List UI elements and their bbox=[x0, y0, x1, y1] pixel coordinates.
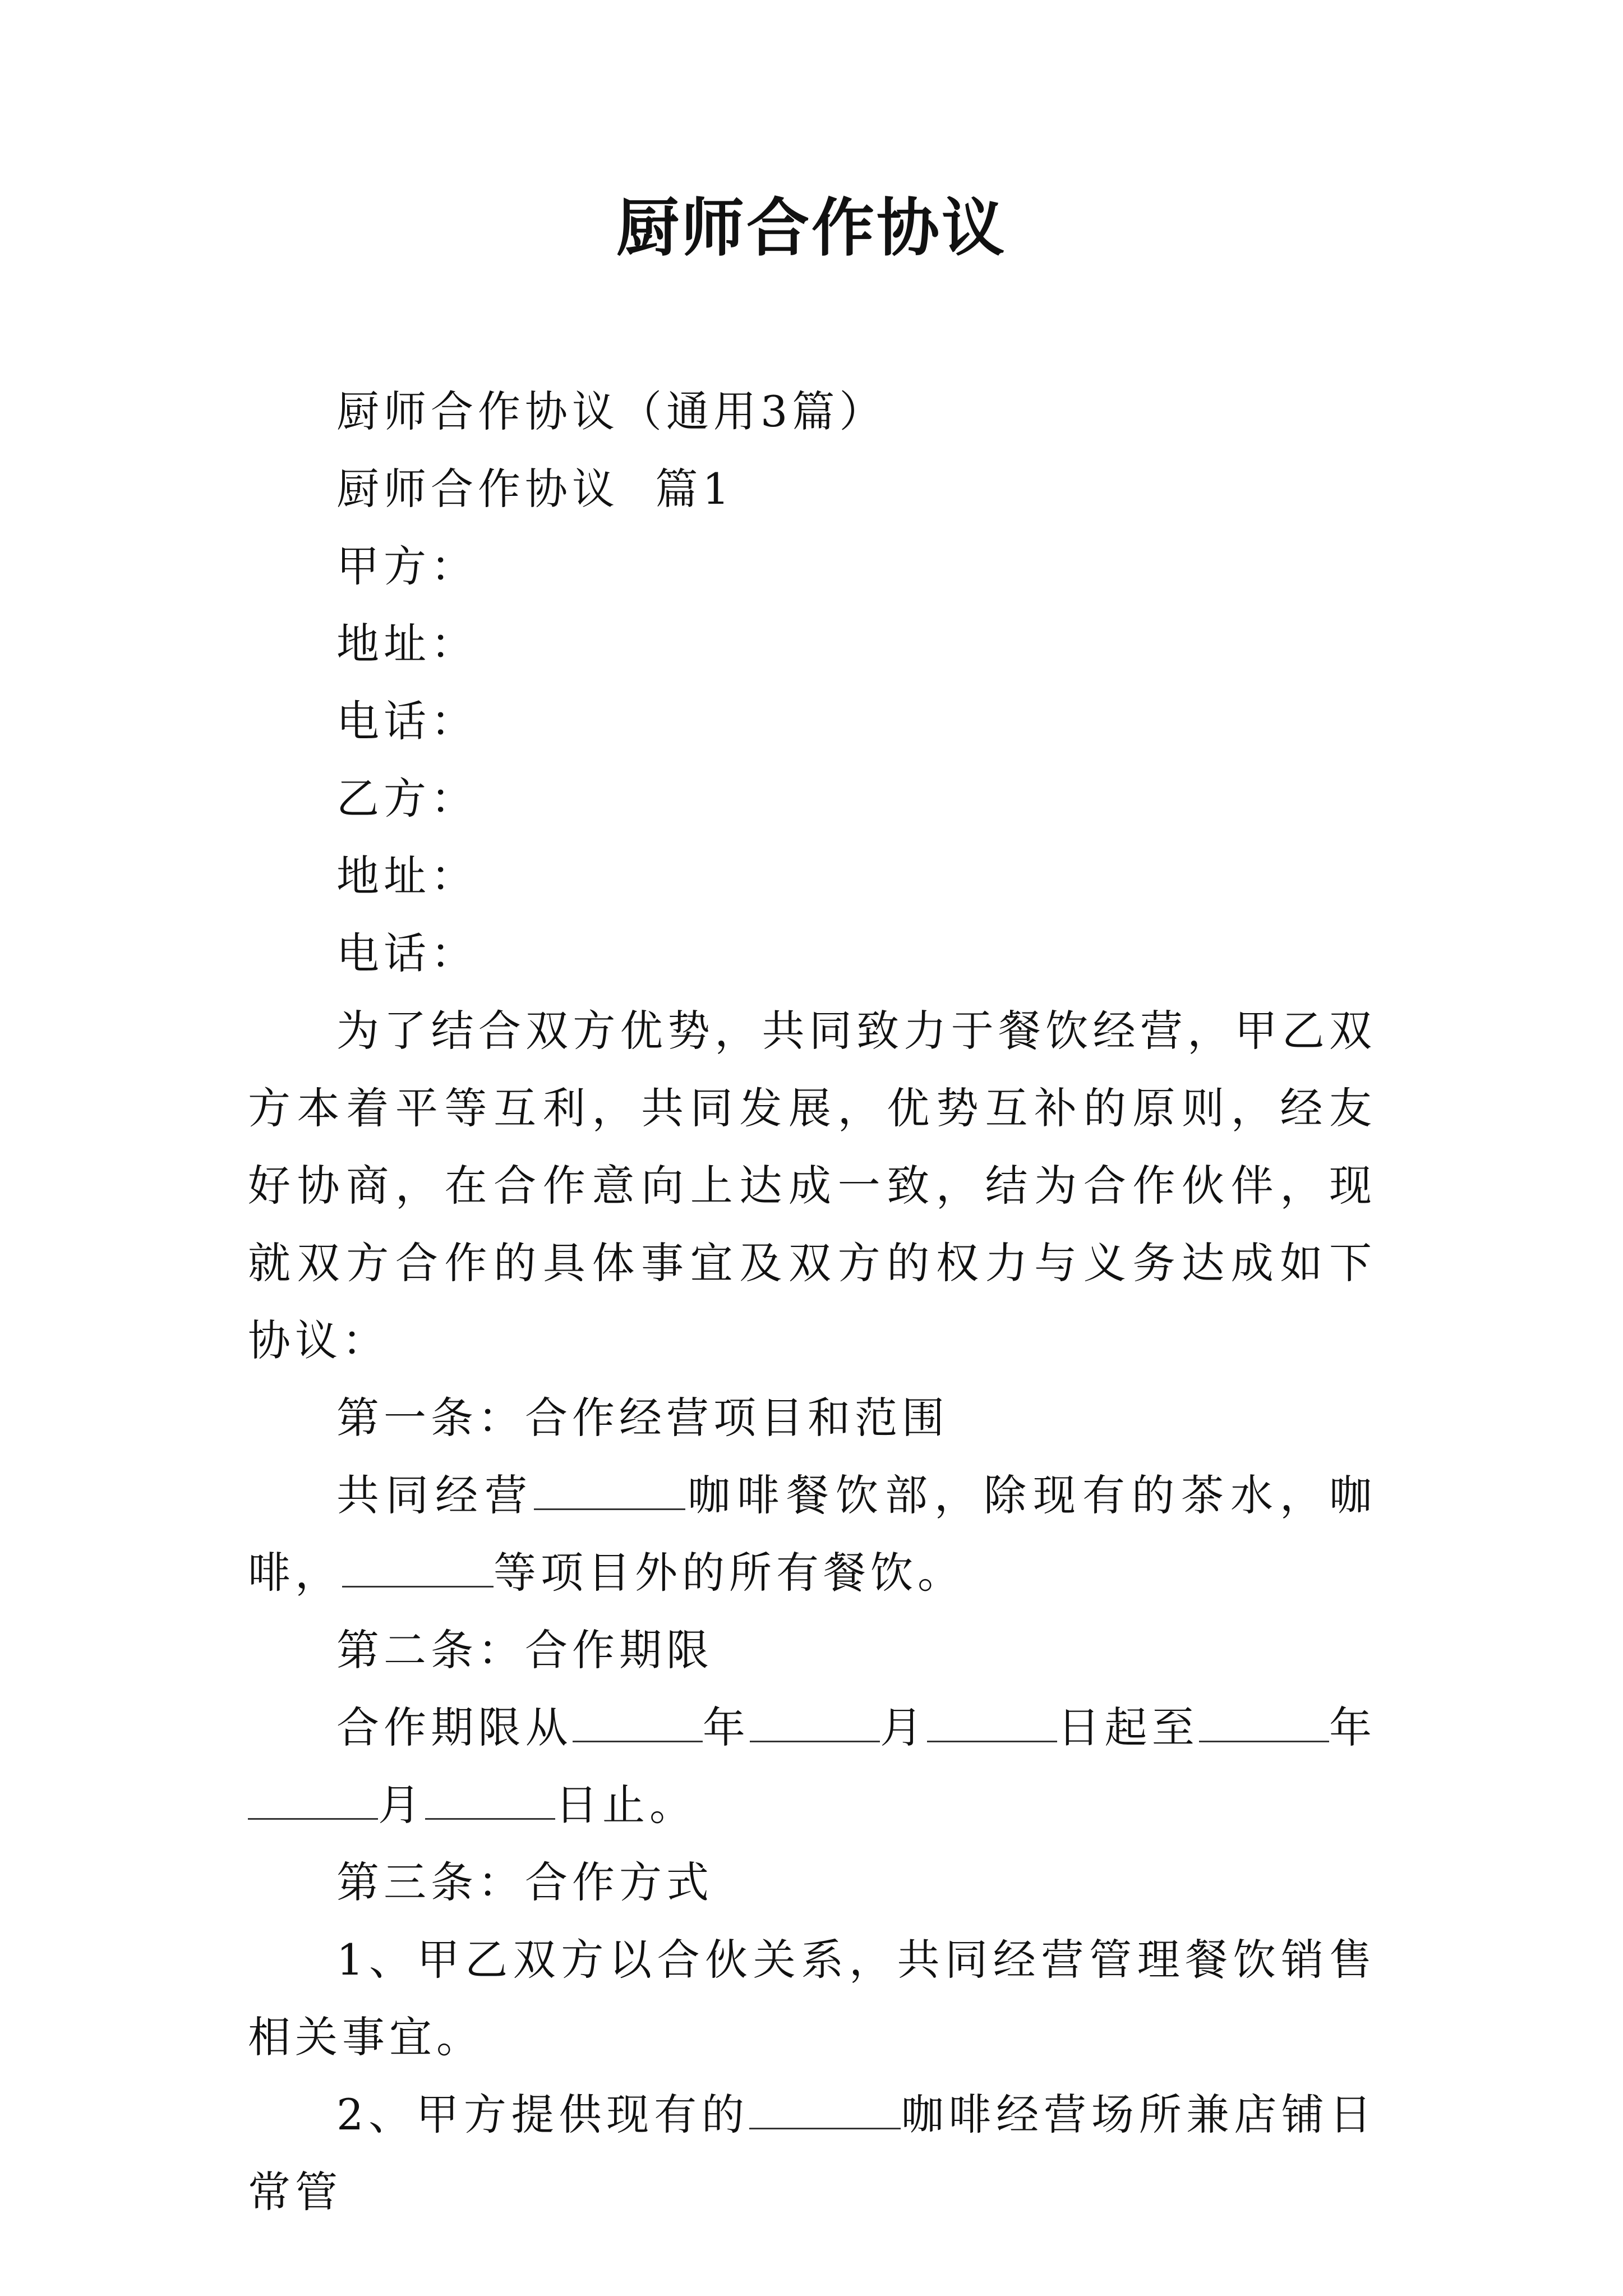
article-3-item-2-text-a: 2、甲方提供现有的 bbox=[336, 2090, 749, 2139]
party-a-address-label: 地址： bbox=[336, 619, 478, 669]
fill-in-blank bbox=[1199, 1706, 1329, 1742]
document-body bbox=[248, 373, 1376, 2231]
party-a-phone-label: 电话： bbox=[336, 696, 478, 746]
article-2-month-1: 月 bbox=[880, 1703, 928, 1752]
article-2-heading: 第二条：合作期限 bbox=[336, 1625, 713, 1675]
fill-in-blank bbox=[573, 1706, 703, 1742]
article-2-text-a: 合作期限从 bbox=[336, 1703, 573, 1752]
party-b-phone-label: 电话： bbox=[336, 928, 478, 978]
article-1-body bbox=[248, 1457, 1376, 1612]
article-2-body bbox=[248, 1689, 1376, 1844]
article-3-heading: 第三条：合作方式 bbox=[336, 1857, 713, 1907]
party-b-name-label: 乙方： bbox=[336, 774, 478, 823]
party-b-address-label: 地址： bbox=[336, 851, 478, 901]
fill-in-blank bbox=[927, 1706, 1057, 1742]
fill-in-blank bbox=[534, 1474, 685, 1510]
article-2-end: 日止。 bbox=[555, 1780, 697, 1830]
fill-in-blank bbox=[425, 1783, 555, 1820]
article-1-text-a: 共同经营 bbox=[336, 1470, 534, 1520]
fill-in-blank bbox=[750, 1706, 880, 1742]
article-3-item-2-text-b: 咖啡经营场所兼店铺日常管 bbox=[248, 2090, 1376, 2217]
party-a-name-label: 甲方： bbox=[336, 541, 478, 591]
section-heading: 厨师合作协议 篇1 bbox=[336, 464, 734, 514]
article-2-year-1: 年 bbox=[702, 1703, 750, 1752]
article-2-day-1: 日起至 bbox=[1057, 1703, 1199, 1752]
preamble-paragraph: 为了结合双方优势，共同致力于餐饮经营，甲乙双方本着平等互利，共同发展，优势互补的原则，经友好协商，在合作意向上达成一致，结为合作伙伴，现就双方合作的具体事宜及双方的权力与义务达成如下协议： bbox=[248, 1006, 1376, 1365]
document-subtitle: 厨师合作协议（通用3篇） bbox=[336, 386, 887, 436]
fill-in-blank bbox=[342, 1551, 494, 1588]
article-1-text-c: 等项目外的所有餐饮。 bbox=[494, 1548, 965, 1598]
article-2-year-2: 年 bbox=[1329, 1703, 1377, 1752]
document-title: 厨师合作协议 bbox=[616, 191, 1007, 265]
article-2-month-2: 月 bbox=[378, 1780, 425, 1830]
article-3-item-1: 1、甲乙双方以合伙关系，共同经营管理餐饮销售相关事宜。 bbox=[248, 1935, 1376, 2062]
article-1-text-b: 咖啡餐饮部，除现有的茶水，咖啡， bbox=[248, 1470, 1376, 1598]
fill-in-blank bbox=[749, 2093, 901, 2129]
fill-in-blank bbox=[248, 1783, 378, 1820]
article-3-item-2 bbox=[248, 2076, 1376, 2231]
article-1-heading: 第一条：合作经营项目和范围 bbox=[336, 1393, 949, 1443]
